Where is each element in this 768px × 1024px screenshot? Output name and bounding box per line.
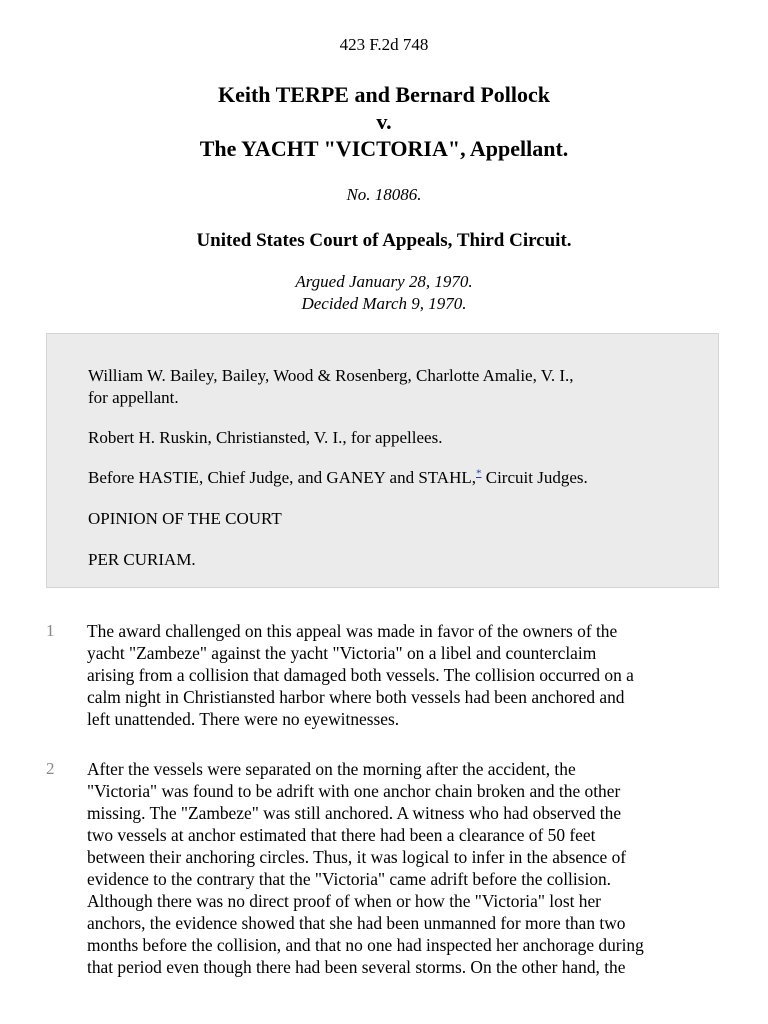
paragraph-line: missing. The "Zambeze" was still anchored. A witness who had observed the [87,803,622,823]
paragraph-line: yacht "Zambeze" against the yacht "Victoria" on a libel and counterclaim [87,643,597,663]
paragraph-line: evidence to the contrary that the "Victoria" came adrift before the collision. [87,869,612,889]
paragraph-text [87,620,727,730]
paragraph-line: between their anchoring circles. Thus, it was logical to infer in the absence of [87,847,627,867]
paragraph-text [87,758,727,978]
paragraph-line: two vessels at anchor estimated that there had been a clearance of 50 feet [87,825,596,845]
argued-date: Argued January 28, 1970. [295,272,473,291]
appellant-counsel-line1: William W. Bailey, Bailey, Wood & Rosenberg, Charlotte Amalie, V. I., [88,366,574,385]
per-curiam: PER CURIAM. [88,550,196,569]
bench-before: Before HASTIE, Chief Judge, and GANEY and STAHL, [88,468,476,487]
paragraph-line: anchors, the evidence showed that she had been unmanned for more than two [87,913,626,933]
paragraph-line: arising from a collision that damaged both vessels. The collision occurred on a [87,665,634,685]
appellant-counsel-line2: for appellant. [88,388,179,407]
paragraph-number: 1 [46,621,55,640]
bench-line [88,467,698,489]
paragraph-line: The award challenged on this appeal was made in favor of the owners of the [87,621,618,641]
counsel-box [46,333,719,588]
decision-dates [0,271,768,315]
appellee-counsel: Robert H. Ruskin, Christiansted, V. I., for appellees. [88,428,443,447]
paragraph-number: 2 [46,759,55,778]
opinion-heading: OPINION OF THE COURT [88,509,282,528]
paragraph-line: left unattended. There were no eyewitnesses. [87,709,400,729]
bench-after: Circuit Judges. [481,468,588,487]
paragraph-line: calm night in Christiansted harbor where both vessels had been anchored and [87,687,625,707]
footnote-link[interactable]: * [476,467,482,480]
case-caption [0,81,768,162]
paragraph-line: Although there was no direct proof of when or how the "Victoria" lost her [87,891,601,911]
caption-appellant: The YACHT "VICTORIA", Appellant. [199,136,569,161]
docket-number: No. 18086. [346,185,422,204]
caption-parties: Keith TERPE and Bernard Pollock [217,82,551,107]
decided-date: Decided March 9, 1970. [301,294,467,313]
citation: 423 F.2d 748 [339,35,429,54]
paragraph-line: months before the collision, and that no one had inspected her anchorage during [87,935,644,955]
paragraph-line: that period even though there had been several storms. On the other hand, the [87,957,626,977]
paragraph-line: "Victoria" was found to be adrift with one anchor chain broken and the other [87,781,621,801]
court-name: United States Court of Appeals, Third Circuit. [196,230,572,251]
caption-versus: v. [376,109,392,134]
appellant-counsel [88,365,698,409]
paragraph-line: After the vessels were separated on the morning after the accident, the [87,759,576,779]
